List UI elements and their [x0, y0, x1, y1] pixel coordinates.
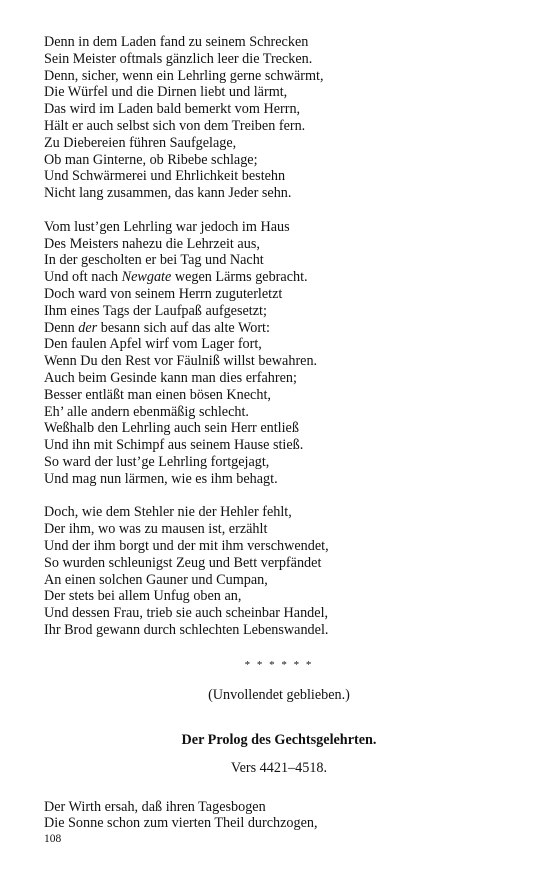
- line-segment: Denn: [44, 319, 79, 336]
- poem-line: In der gescholten er bei Tag und Nacht: [44, 252, 264, 269]
- poem-line: Doch, wie dem Stehler nie der Hehler fehlt,: [44, 504, 292, 521]
- emphasized-word: Newgate: [121, 269, 172, 286]
- poem-line: Und ihn mit Schimpf aus seinem Hause stieß.: [44, 437, 304, 454]
- poem-line: Das wird im Laden bald bemerkt vom Herrn,: [44, 101, 301, 118]
- poem-line: Den faulen Apfel wirf vom Lager fort,: [44, 336, 262, 353]
- poem-line: Sein Meister oftmals gänzlich leer die Trecken.: [44, 50, 313, 67]
- emphasized-word: der: [78, 319, 98, 336]
- poem-line: Nicht lang zusammen, das kann Jeder sehn.: [44, 185, 292, 202]
- stanza: [44, 219, 514, 488]
- poem-line: Und Schwärmerei und Ehrlichkeit bestehn: [44, 168, 286, 185]
- verse-range: Vers 4421–4518.: [230, 759, 328, 776]
- poem-line: Der Wirth ersah, daß ihren Tagesbogen: [44, 798, 266, 815]
- poem-line: Des Meisters nahezu die Lehrzeit aus,: [44, 235, 260, 252]
- poem-line: Der ihm, wo was zu mausen ist, erzählt: [44, 521, 268, 538]
- line-segment: Und oft nach: [44, 269, 122, 286]
- poem-line: [44, 269, 514, 286]
- poem-line: Ob man Ginterne, ob Ribebe schlage;: [44, 151, 258, 168]
- poem-line: Hält er auch selbst sich von dem Treiben fern.: [44, 117, 306, 134]
- poem-line: So wurden schleunigst Zeug und Bett verpfändet: [44, 554, 322, 571]
- poem-line: An einen solchen Gauner und Cumpan,: [44, 571, 268, 588]
- stanza: [44, 504, 514, 638]
- poem-line: Ihr Brod gewann durch schlechten Lebenswandel.: [44, 621, 329, 638]
- line-segment: besann sich auf das alte Wort:: [97, 319, 270, 336]
- poem-line: Denn, sicher, wenn ein Lehrling gerne schwärmt,: [44, 67, 324, 84]
- poem-line: Zu Diebereien führen Saufgelage,: [44, 134, 237, 151]
- unfinished-note: (Unvollendet geblieben.): [208, 686, 350, 703]
- poem-line: [44, 320, 514, 337]
- poem-line: Ihm eines Tags der Laufpaß aufgesetzt;: [44, 302, 267, 319]
- poem-line: Und der ihm borgt und der mit ihm verschwendet,: [44, 537, 329, 554]
- poem-line: Weßhalb den Lehrling auch sein Herr entließ: [44, 420, 299, 437]
- poem-line: Die Würfel und die Dirnen liebt und lärmt,: [44, 84, 288, 101]
- line-segment: wegen Lärms gebracht.: [171, 269, 308, 286]
- stanza: [44, 34, 514, 202]
- poem-line: Wenn Du den Rest vor Fäulniß willst bewahren.: [44, 353, 318, 370]
- final-stanza: [44, 799, 514, 833]
- page-number: 108: [44, 833, 62, 845]
- poem-line: Und dessen Frau, trieb sie auch scheinbar Handel,: [44, 605, 329, 622]
- section-heading: Der Prolog des Gechtsgelehrten.: [181, 731, 377, 748]
- poem-line: Denn in dem Laden fand zu seinem Schrecken: [44, 34, 309, 50]
- poem-line: So ward der lust’ge Lehrling fortgejagt,: [44, 453, 270, 470]
- section-asterisks: * * * * * *: [244, 658, 314, 671]
- poem-line: Doch ward von seinem Herrn zuguterletzt: [44, 285, 283, 302]
- poem-line: Und mag nun lärmen, wie es ihm behagt.: [44, 470, 278, 487]
- poem-line: Eh’ alle andern ebenmäßig schlecht.: [44, 403, 249, 420]
- poem-line: Auch beim Gesinde kann man dies erfahren;: [44, 369, 297, 386]
- poem-line: Besser entläßt man einen bösen Knecht,: [44, 386, 271, 403]
- text-block: [44, 34, 514, 832]
- poem-line: Die Sonne schon zum vierten Theil durchzogen,: [44, 815, 318, 832]
- poem-line: Der stets bei allem Unfug oben an,: [44, 588, 242, 605]
- poem-body: [44, 34, 514, 639]
- poem-line: Vom lust’gen Lehrling war jedoch im Haus: [44, 218, 290, 235]
